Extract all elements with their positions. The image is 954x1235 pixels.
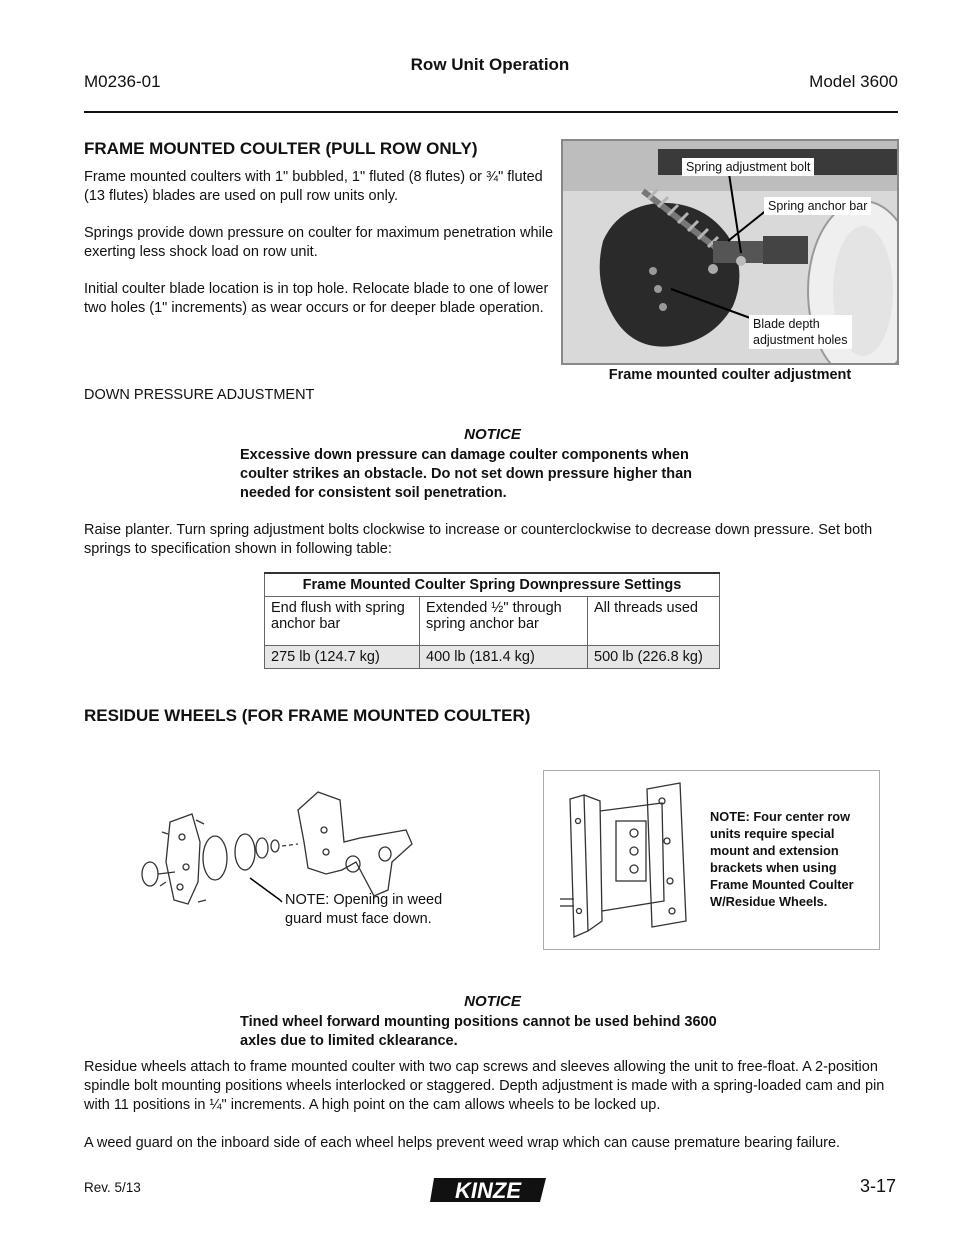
notice-title-2: NOTICE [464,993,521,1010]
coulter-paragraph-1: Frame mounted coulters with 1" bubbled, 1" fluted (8 flutes) or ¾" fluted (13 flutes) blades are used on pull row units only. [84,169,543,204]
model-label: Model 3600 [809,72,898,91]
bracket-figure-box [543,770,880,950]
coulter-paragraph-3: Initial coulter blade location is in top hole. Relocate blade to one of lower two holes (1" increments) as wear occurs or for deeper blade operation. [84,281,549,316]
table-cell: All threads used [588,597,720,646]
notice-body: Excessive down pressure can damage coulter components when coulter strikes an obstacle. Do not set down pressure higher than needed for consistent soil penetration. [240,447,693,501]
kinze-logo [430,1174,550,1211]
table-cell: 275 lb (124.7 kg) [265,646,420,669]
coulter-heading: FRAME MOUNTED COULTER (PULL ROW ONLY) [84,139,478,158]
special-mount-note: NOTE: Four center row units require special mount and extension brackets when using Frame Mounted Coulter W/Residue Wheels. [710,809,854,909]
kinze-logo-mark [430,1174,550,1206]
revision-label: Rev. 5/13 [84,1180,141,1195]
table-title: Frame Mounted Coulter Spring Downpressure Settings [265,573,720,597]
table-row [265,646,720,669]
residue-paragraph-2: A weed guard on the inboard side of each wheel helps prevent weed wrap which can cause premature bearing failure. [84,1135,841,1151]
down-pressure-subheading: DOWN PRESSURE ADJUSTMENT [84,387,315,403]
section-title: Row Unit Operation [410,55,570,74]
weed-guard-note [285,891,485,929]
notice-body-2: Tined wheel forward mounting positions cannot be used behind 3600 axles due to limited cklearance. [240,1014,717,1049]
weed-guard-note-line-2: guard must face down. [285,911,432,927]
callout-spring-adjustment-bolt: Spring adjustment bolt [682,158,814,176]
kinze-logo-text: KINZE [455,1178,521,1203]
callout-spring-anchor-bar: Spring anchor bar [764,197,871,215]
coulter-paragraph-2: Springs provide down pressure on coulter for maximum penetration while exerting less shock load on row unit. [84,225,554,260]
mount-bracket-drawing [552,781,702,941]
page-number: 3-17 [859,1176,896,1196]
residue-heading: RESIDUE WHEELS (FOR FRAME MOUNTED COULTER) [84,706,531,725]
document-number: M0236-01 [84,72,161,91]
header-divider [84,111,898,113]
weed-guard-note-line-1: NOTE: Opening in weed [285,892,443,908]
residue-paragraph-1: Residue wheels attach to frame mounted coulter with two cap screws and sleeves allowing the unit to free-float. A 2-position spindle bolt mounting positions wheels interlocked or staggered. Depth adjustment is made with a spring-loaded cam and pin with 11 positions in ¼" increments. A high point on the cam allows wheels to be locked up. [84,1059,885,1113]
callout-holes-line-1: Blade depth [753,317,820,331]
table-cell: End flush with spring anchor bar [265,597,420,646]
coulter-photo [561,139,899,365]
callout-blade-depth-holes [749,315,852,349]
table-cell: 500 lb (226.8 kg) [588,646,720,669]
adjustment-instructions: Raise planter. Turn spring adjustment bolts clockwise to increase or counterclockwise to decrease down pressure. Set both springs to specification shown in following table: [84,522,873,557]
photo-caption: Frame mounted coulter adjustment [608,367,852,383]
table-header-row [265,573,720,597]
callout-holes-line-2: adjustment holes [753,333,848,347]
downpressure-table [264,572,720,669]
table-cell: 400 lb (181.4 kg) [420,646,588,669]
notice-title: NOTICE [464,426,521,443]
table-cell: Extended ½" through spring anchor bar [420,597,588,646]
table-row [265,597,720,646]
